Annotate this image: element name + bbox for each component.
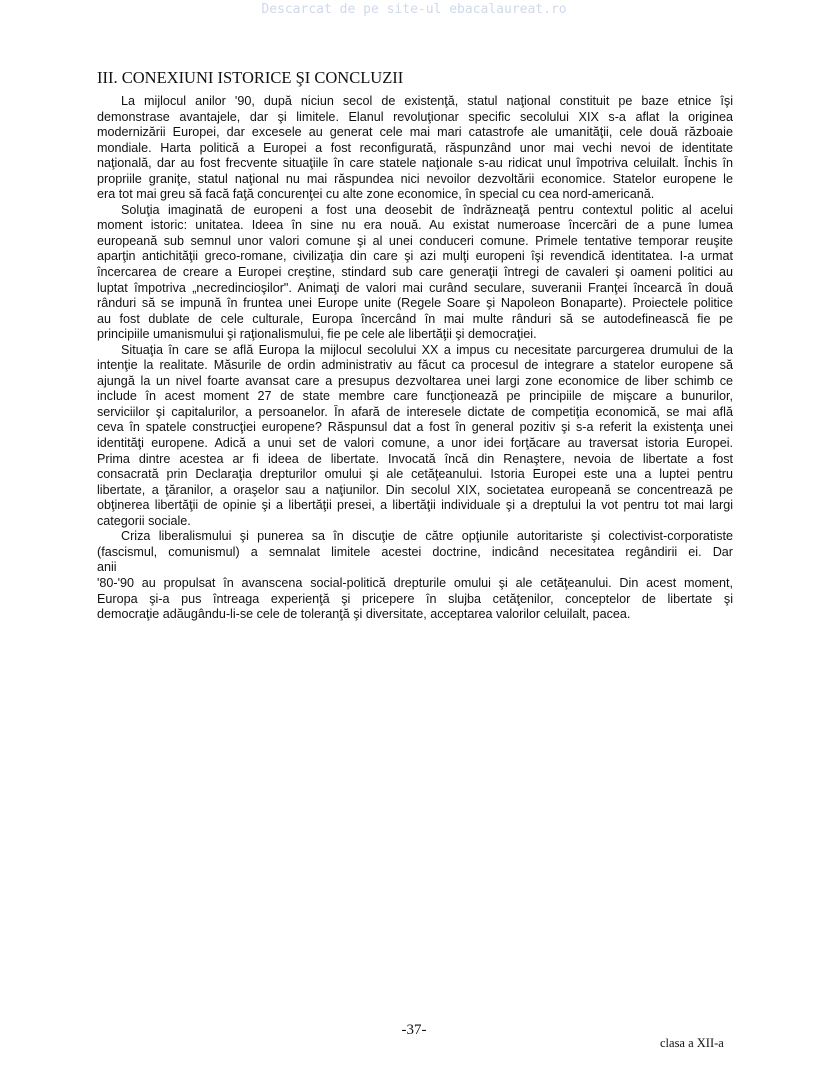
text-line: (fascismul, comunismul) a semnalat limitele acestei doctrine, indicând necesitatea regândirii ei. Dar bbox=[97, 544, 733, 559]
paragraph bbox=[97, 529, 733, 622]
text-line: intenţie la realitate. Măsurile de ordin administrativ au făcut ca procesul de integrare a statelor europene să bbox=[97, 358, 733, 373]
text-line: Prima dintre acestea ar fi ideea de libertate. Invocată încă din Renaştere, nevoia de libertate a fost bbox=[97, 451, 733, 466]
text-line: La mijlocul anilor '90, după niciun secol de existenţă, statul naţional constituit pe baze etnice îşi bbox=[121, 94, 733, 108]
paragraph bbox=[97, 94, 733, 203]
text-line: Situaţia în care se află Europa la mijlocul secolului XX a impus cu necesitate parcurgerea drumului de la bbox=[121, 342, 733, 357]
text-line: libertate, a ţăranilor, a oraşelor sau a naţiunilor. Din secolul XIX, societatea europeană se concentrează pe bbox=[97, 482, 733, 497]
document-body bbox=[97, 94, 733, 623]
text-line: ceva în spatele construcţiei europene? Răspunsul dat a fost în general pozitiv şi s-a referit la existenţa unei bbox=[97, 420, 733, 435]
watermark: Descarcat de pe site-ul ebacalaureat.ro bbox=[261, 2, 567, 17]
text-line: ajungă la un nivel foarte avansat care a presupus dezvoltarea unei largi zone economice de liber schimb ce bbox=[97, 373, 733, 388]
text-line: era tot mai greu să facă faţă concurenţei cu alte zone economice, în special cu cea nord-americană. bbox=[97, 187, 655, 202]
text-line: identităţi europene. Adică a unui set de valori comune, a unor idei forţăcare au traversat istoria Europei. bbox=[97, 436, 733, 451]
text-line: Criza liberalismului şi punerea sa în discuţie de către opţiunile autoritariste şi colectivist-corporatiste bbox=[121, 529, 733, 544]
page-number: -37- bbox=[401, 1022, 427, 1038]
paragraph bbox=[97, 343, 733, 530]
text-line: demonstrase avantajele, dar şi limitele. Elanul revoluţionar specific secolului XIX s-a aflat la originea bbox=[97, 109, 733, 124]
text-line: luptat împotriva „necredincioşilor". Animaţi de valori mai curând seculare, suveranii Franţei încearcă în două bbox=[97, 280, 733, 295]
section-title: III. CONEXIUNI ISTORICE ŞI CONCLUZII bbox=[97, 68, 404, 87]
text-line: încercarea de creare a Europei creştine, stindard sub care generaţii întregi de cavaleri şi oameni politici au bbox=[97, 265, 733, 280]
text-line: modernizării Europei, dar excesele au generat cele mai mari catastrofe ale umanităţii, cele două războaie bbox=[97, 125, 733, 140]
text-line: categorii sociale. bbox=[97, 513, 191, 528]
text-line: consacrată prin Declaraţia drepturilor omului şi ale cetăţeanului. Istoria Europei este una a luptei pentru bbox=[97, 467, 733, 482]
text-line: principiile umanismului şi raţionalismului, fie pe cele ale libertăţii şi democraţiei. bbox=[97, 327, 537, 342]
text-line: au fost dublate de cele culturale, Europa încercând în mai multe rânduri să se autodefinească fie pe bbox=[97, 311, 733, 326]
footer-class-label: clasa a XII-a bbox=[660, 1036, 724, 1050]
text-line: democraţie adăugându-li-se cele de toleranţă şi diversitate, acceptarea valorilor celuilalt, pacea. bbox=[97, 607, 631, 622]
text-line: '80-'90 au propulsat în avanscena social-politică drepturile omului şi ale cetăţeanului. Din acest moment, bbox=[97, 575, 733, 590]
text-line: anii bbox=[97, 560, 117, 575]
text-line: aparţin antichităţii greco-romane, civilizaţia din care şi azi mulţi europeni îşi revendică identitatea. I-a urmat bbox=[97, 249, 733, 264]
text-line: europeană sub semnul unor valori comune şi al unei conduceri comune. Primele tentative temporar reuşite bbox=[97, 233, 733, 248]
text-line: serviciilor şi capitalurilor, a persoanelor. În afară de interesele dictate de competiţia economică, se mai află bbox=[97, 404, 733, 419]
text-line: mondiale. Harta politică a Europei a fost reconfigurată, răspunzând unor mai vechi nevoi de identitate bbox=[97, 140, 733, 155]
text-line: propriile graniţe, statul naţional nu mai răspundea nici nevoilor dezvoltării economice. Statelor europene le bbox=[97, 171, 733, 186]
text-line: obţinerea libertăţii de opinie şi a libertăţii presei, a libertăţii individuale şi a dreptului la vot pentru tot mai largi bbox=[97, 498, 733, 513]
text-line: Soluţia imaginată de europeni a fost una deosebit de îndrăzneaţă pentru contextul politic al acelui bbox=[121, 202, 733, 217]
text-line: include în acest moment 27 de state membre care funcţionează pe principiile de mişcare a bunurilor, bbox=[97, 389, 733, 404]
text-line: rânduri să se impună în fruntea unei Europe unite (Regele Soare şi Napoleon Bonaparte). Proiectele politice bbox=[97, 296, 733, 311]
text-line: moment istoric: unitatea. Ideea în sine nu era nouă. Au existat numeroase încercări de a pune lumea bbox=[97, 218, 733, 233]
text-line: naţională, dar au fost frecvente situaţiile în care statele naţionale s-au ridicat unul împotriva celuilalt. Închis în bbox=[97, 156, 733, 171]
text-line: Europa şi-a pus întreaga experienţă şi pricepere în slujba cetăţenilor, conceptelor de libertate şi bbox=[97, 591, 733, 606]
paragraph bbox=[97, 203, 733, 343]
